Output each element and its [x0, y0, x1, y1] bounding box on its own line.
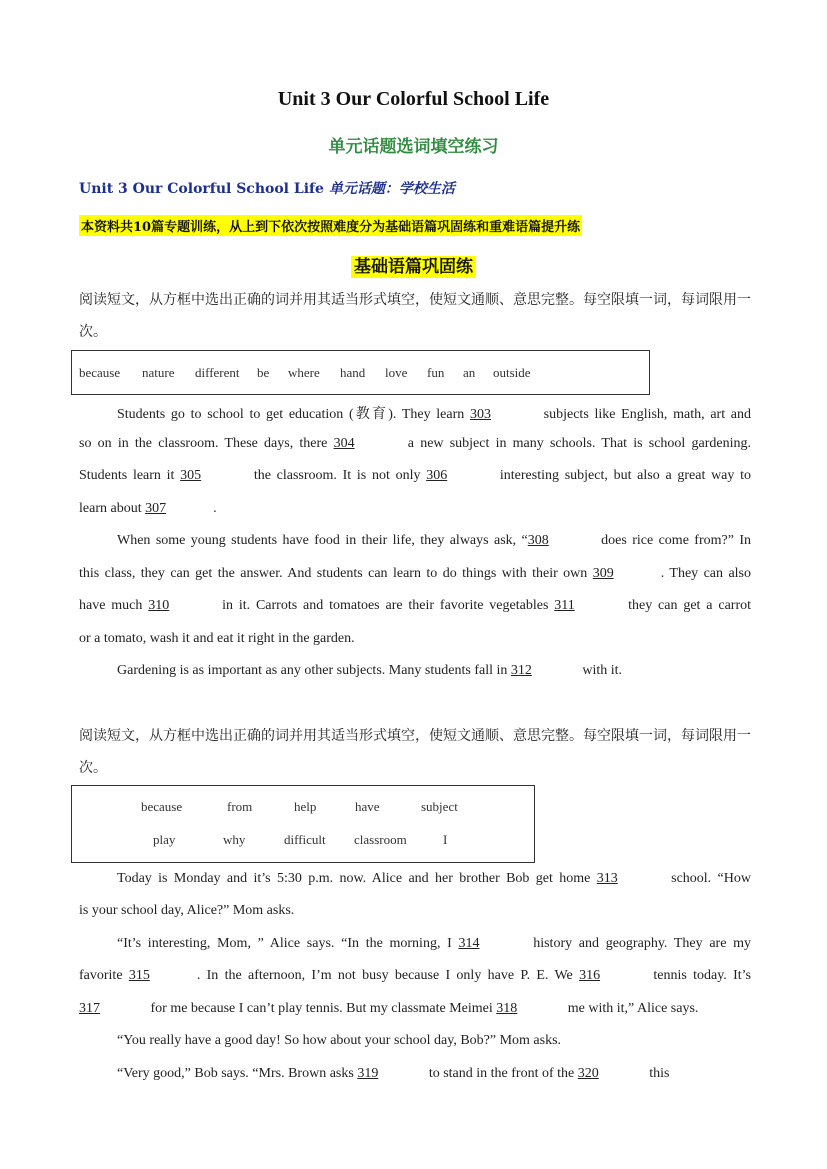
word-option: subject: [421, 799, 458, 814]
answer-blank[interactable]: 309: [592, 566, 614, 581]
topic-en: Unit 3 Our Colorful School Life: [79, 181, 324, 197]
word-option: different: [195, 365, 240, 380]
instructions-2: 阅读短文，从方框中选出正确的词并用其适当形式填空，使短文通顺、意思完整。每空限填一词，每词限用一次。: [79, 728, 751, 776]
line-text: .: [213, 501, 217, 516]
answer-blank[interactable]: 303: [469, 407, 491, 422]
page-title: Unit 3 Our Colorful School Life: [277, 88, 550, 110]
word-option: where: [288, 365, 320, 380]
word-option: nature: [142, 365, 175, 380]
word-option: from: [227, 799, 253, 814]
line-text: . They can also: [660, 566, 751, 581]
answer-blank[interactable]: 319: [357, 1066, 379, 1081]
line-text: history and geography. They are my: [526, 936, 751, 951]
line-text: subjects like English, math, art and: [537, 407, 751, 422]
answer-blank[interactable]: 307: [145, 501, 167, 516]
line-text: have much: [79, 598, 149, 613]
line-text: this: [645, 1066, 670, 1081]
line-text: to stand in the front of the: [425, 1066, 578, 1081]
answer-blank[interactable]: 305: [180, 468, 202, 483]
word-option: be: [257, 365, 270, 380]
highlight-note: 本资料共10篇专题训练，从上到下依次按照难度分为基础语篇巩固练和重难语篇提升练: [79, 215, 582, 236]
word-option: an: [463, 365, 476, 380]
word-option: play: [153, 832, 176, 847]
page-subtitle: 单元话题选词填空练习: [328, 137, 499, 157]
passage-line: [79, 468, 751, 484]
line-text: school. “How: [664, 871, 751, 886]
line-text: “You really have a good day! So how about your school day, Bob?” Mom asks.: [117, 1033, 562, 1048]
line-text: does rice come from?” In: [595, 533, 752, 548]
line-text: Gardening is as important as any other subjects. Many students fall in: [117, 663, 511, 678]
passage-line: [79, 903, 751, 919]
line-text: Students go to school to get education (教育). They learn: [117, 407, 470, 422]
answer-blank[interactable]: 311: [554, 598, 575, 613]
answer-blank[interactable]: 304: [333, 436, 355, 451]
answer-blank[interactable]: 317: [79, 1001, 100, 1016]
answer-blank[interactable]: 315: [128, 968, 150, 983]
passage-line: [79, 1001, 751, 1017]
line-text: so on in the classroom. These days, there: [79, 436, 334, 451]
unit-topic: [79, 178, 455, 198]
passage-line: [79, 566, 751, 582]
word-option: classroom: [354, 832, 407, 847]
line-text: . In the afternoon, I’m not busy because I only have P. E. We: [196, 968, 580, 983]
passage-line: [117, 871, 751, 887]
answer-blank[interactable]: 313: [596, 871, 618, 886]
word-option: love: [385, 365, 408, 380]
answer-blank[interactable]: 320: [577, 1066, 599, 1081]
line-text: a new subject in many schools. That is school gardening.: [401, 436, 751, 451]
line-text: with it.: [578, 663, 623, 678]
word-option: have: [355, 799, 380, 814]
topic-cn: 单元话题：学校生活: [328, 181, 455, 197]
line-text: the classroom. It is not only: [248, 468, 427, 483]
line-text: me with it,” Alice says.: [564, 1001, 699, 1016]
passage-line: [117, 1033, 751, 1049]
section-heading-text: 基础语篇巩固练: [351, 256, 476, 278]
line-text: “It’s interesting, Mom, ” Alice says. “In the morning, I: [117, 936, 459, 951]
passage-line: [117, 663, 751, 679]
word-option: fun: [427, 365, 445, 380]
passage-line: [79, 631, 751, 647]
line-text: Today is Monday and it’s 5:30 p.m. now. Alice and her brother Bob get home: [117, 871, 597, 886]
answer-blank[interactable]: 314: [458, 936, 480, 951]
word-option: because: [141, 799, 183, 814]
line-text: in it. Carrots and tomatoes are their favorite vegetables: [216, 598, 555, 613]
passage-line: [79, 968, 751, 984]
answer-blank[interactable]: 318: [496, 1001, 518, 1016]
word-option: outside: [493, 365, 531, 380]
line-text: interesting subject, but also a great way to: [494, 468, 751, 483]
line-text: tennis today. It’s: [647, 968, 751, 983]
line-text: this class, they can get the answer. And students can learn to do things with their own: [79, 566, 593, 581]
word-option: difficult: [284, 832, 326, 847]
passage-line: [117, 1066, 751, 1082]
line-text: for me because I can’t play tennis. But my classmate Meimei: [147, 1001, 497, 1016]
instructions-1: 阅读短文，从方框中选出正确的词并用其适当形式填空，使短文通顺、意思完整。每空限填一词，每词限用一次。: [79, 292, 751, 340]
word-option: because: [79, 365, 121, 380]
answer-blank[interactable]: 310: [148, 598, 170, 613]
passage-line: [117, 936, 751, 952]
word-option: I: [443, 832, 448, 847]
line-text: is your school day, Alice?” Mom asks.: [79, 903, 295, 918]
answer-blank[interactable]: 316: [579, 968, 601, 983]
line-text: “Very good,” Bob says. “Mrs. Brown asks: [117, 1066, 358, 1081]
line-text: favorite: [79, 968, 129, 983]
line-text: Students learn it: [79, 468, 181, 483]
passage-line: [117, 403, 751, 423]
passage-line: [79, 501, 751, 517]
answer-blank[interactable]: 308: [527, 533, 549, 548]
word-option: hand: [340, 365, 366, 380]
answer-blank[interactable]: 312: [510, 663, 532, 678]
word-option: why: [223, 832, 246, 847]
passage-line: [79, 598, 751, 614]
passage-line: [79, 436, 751, 452]
answer-blank[interactable]: 306: [426, 468, 448, 483]
section-heading: [0, 252, 827, 277]
line-text: When some young students have food in their life, they always ask, “: [117, 533, 528, 548]
line-text: or a tomato, wash it and eat it right in the garden.: [79, 631, 355, 646]
line-text: they can get a carrot: [622, 598, 751, 613]
line-text: learn about: [79, 501, 146, 516]
word-option: help: [294, 799, 317, 814]
passage-line: [117, 533, 751, 549]
word-box-2: [71, 785, 535, 863]
